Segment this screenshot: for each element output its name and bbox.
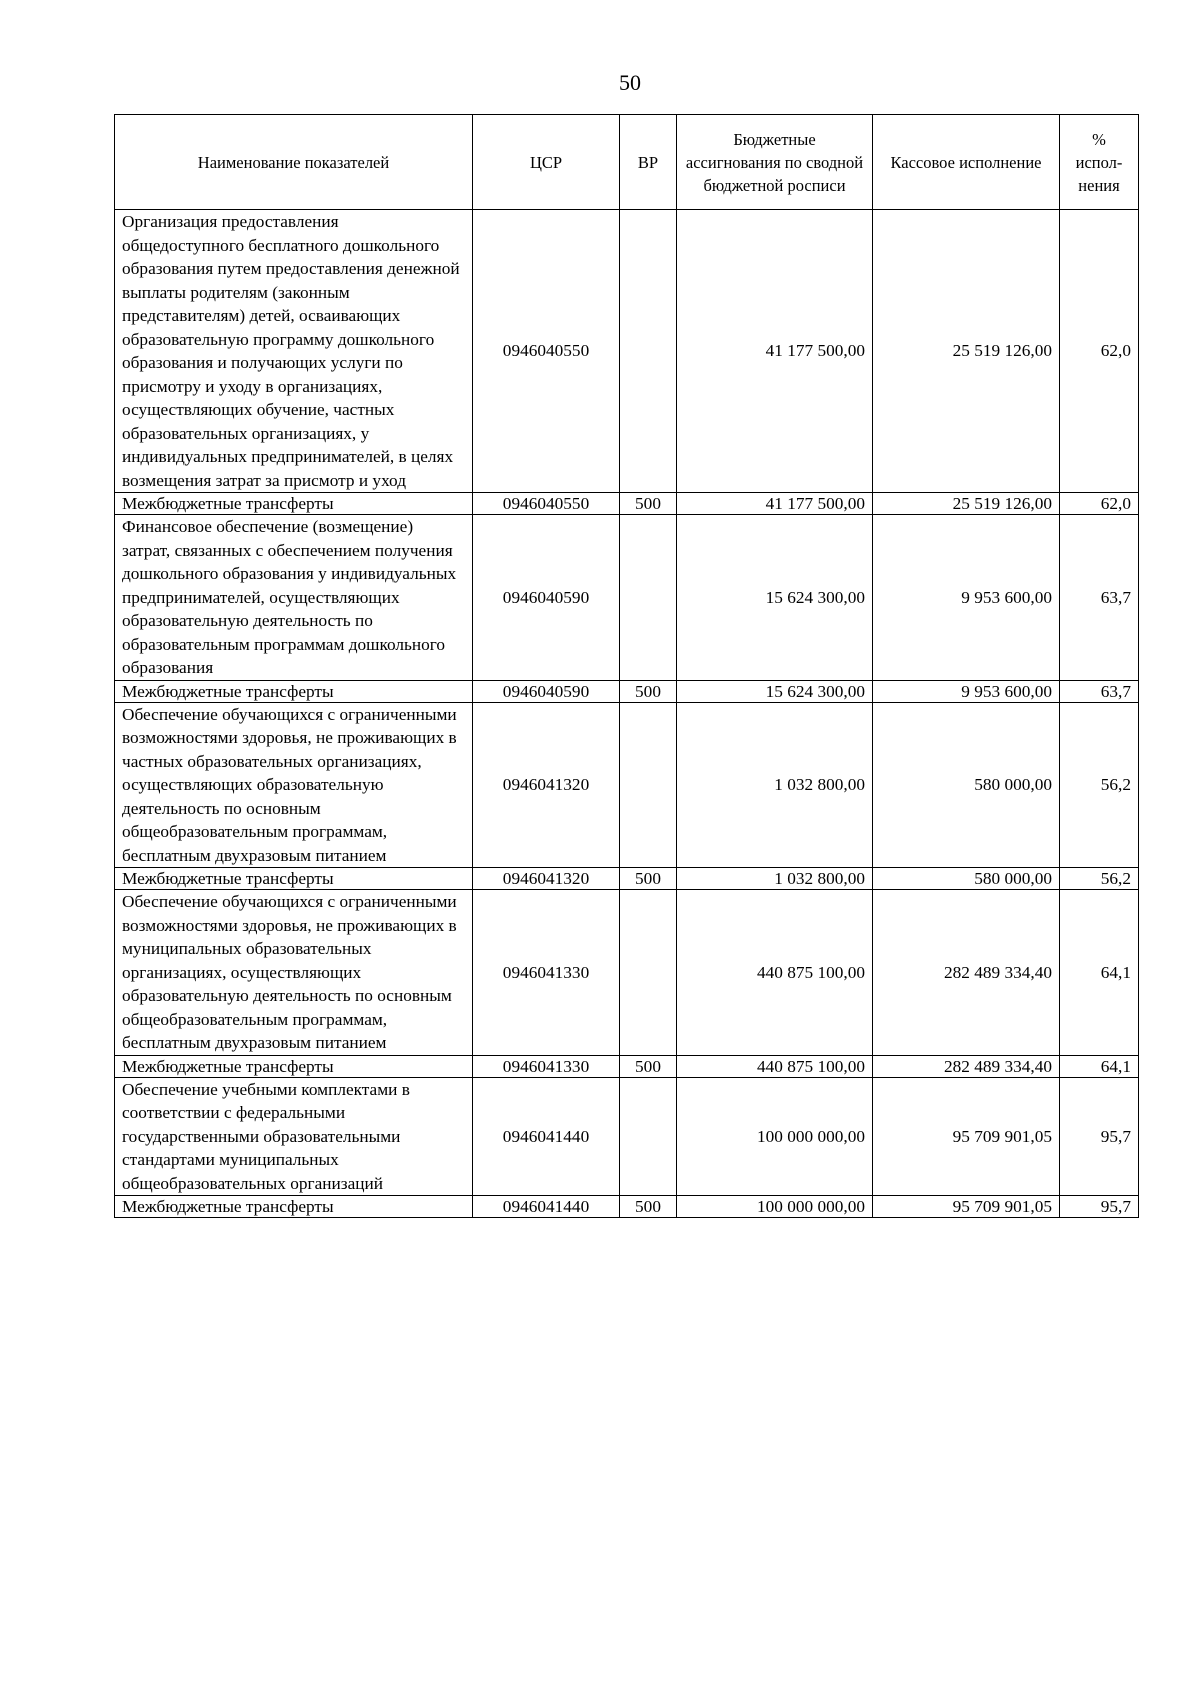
row-cash: 25 519 126,00 (873, 210, 1060, 493)
table-row (115, 493, 1139, 515)
row-cash: 580 000,00 (873, 702, 1060, 868)
table-row (115, 868, 1139, 890)
row-cash: 95 709 901,05 (873, 1077, 1060, 1196)
row-name: Межбюджетные трансферты (115, 680, 473, 702)
row-vr: 500 (620, 1055, 677, 1077)
header-budget: Бюджетные ассигнования по сводной бюджетной росписи (677, 115, 873, 210)
row-pct: 62,0 (1060, 210, 1139, 493)
row-budget: 15 624 300,00 (677, 680, 873, 702)
row-budget: 440 875 100,00 (677, 1055, 873, 1077)
row-budget: 100 000 000,00 (677, 1196, 873, 1218)
row-name: Обеспечение учебными комплектами в соответствии с федеральными государственными образовательными стандартами муниципальных общеобразовательных организаций (115, 1077, 473, 1196)
row-csr: 0946040550 (473, 210, 620, 493)
row-budget: 1 032 800,00 (677, 868, 873, 890)
row-name: Межбюджетные трансферты (115, 493, 473, 515)
row-pct: 64,1 (1060, 890, 1139, 1056)
row-csr: 0946041330 (473, 890, 620, 1056)
row-vr (620, 1077, 677, 1196)
header-csr: ЦСР (473, 115, 620, 210)
row-cash: 282 489 334,40 (873, 890, 1060, 1056)
header-cash: Кассовое исполнение (873, 115, 1060, 210)
row-vr: 500 (620, 1196, 677, 1218)
row-budget: 15 624 300,00 (677, 515, 873, 681)
row-csr: 0946040590 (473, 515, 620, 681)
row-csr: 0946041320 (473, 702, 620, 868)
page-number: 50 (619, 70, 641, 95)
row-name: Организация предоставления общедоступного бесплатного дошкольного образования путем предоставления денежной выплаты родителям (законным представителям) детей, осваивающих образовательную программу дошкольного образования и получающих услуги по присмотру и уходу в организациях, осуществляющих обучение, частных образовательных организациях, у индивидуальных предпринимателей, в целях возмещения затрат за присмотр и уход (115, 210, 473, 493)
row-cash: 9 953 600,00 (873, 515, 1060, 681)
row-vr (620, 515, 677, 681)
row-name: Обеспечение обучающихся с ограниченными возможностями здоровья, не проживающих в частных образовательных организациях, осуществляющих образовательную деятельность по основным общеобразовательным программам, бесплатным двухразовым питанием (115, 702, 473, 868)
header-pct: % испол-нения (1060, 115, 1139, 210)
row-pct: 95,7 (1060, 1077, 1139, 1196)
table-row (115, 515, 1139, 681)
row-vr (620, 702, 677, 868)
row-pct: 63,7 (1060, 515, 1139, 681)
row-cash: 9 953 600,00 (873, 680, 1060, 702)
row-cash: 282 489 334,40 (873, 1055, 1060, 1077)
row-budget: 440 875 100,00 (677, 890, 873, 1056)
row-name: Финансовое обеспечение (возмещение) затрат, связанных с обеспечением получения дошкольного образования у индивидуальных предпринимателей, осуществляющих образовательную деятельность по образовательным программам дошкольного образования (115, 515, 473, 681)
row-cash: 580 000,00 (873, 868, 1060, 890)
table-row (115, 210, 1139, 493)
row-cash: 25 519 126,00 (873, 493, 1060, 515)
row-budget: 1 032 800,00 (677, 702, 873, 868)
header-vr: ВР (620, 115, 677, 210)
row-pct: 95,7 (1060, 1196, 1139, 1218)
row-vr: 500 (620, 868, 677, 890)
row-vr (620, 890, 677, 1056)
row-csr: 0946041440 (473, 1196, 620, 1218)
row-budget: 41 177 500,00 (677, 210, 873, 493)
row-csr: 0946041330 (473, 1055, 620, 1077)
row-pct: 62,0 (1060, 493, 1139, 515)
row-cash: 95 709 901,05 (873, 1196, 1060, 1218)
row-vr: 500 (620, 680, 677, 702)
header-name: Наименование показателей (115, 115, 473, 210)
table-row (115, 1077, 1139, 1196)
row-csr: 0946040550 (473, 493, 620, 515)
row-name: Обеспечение обучающихся с ограниченными возможностями здоровья, не проживающих в муниципальных образовательных организациях, осуществляющих образовательную деятельность по основным общеобразовательным программам, бесплатным двухразовым питанием (115, 890, 473, 1056)
row-budget: 100 000 000,00 (677, 1077, 873, 1196)
row-name: Межбюджетные трансферты (115, 868, 473, 890)
row-csr: 0946040590 (473, 680, 620, 702)
row-budget: 41 177 500,00 (677, 493, 873, 515)
table-row (115, 702, 1139, 868)
budget-table (114, 114, 1139, 1218)
table-row (115, 680, 1139, 702)
table-header-row (115, 115, 1139, 210)
row-vr (620, 210, 677, 493)
row-csr: 0946041440 (473, 1077, 620, 1196)
row-pct: 56,2 (1060, 702, 1139, 868)
row-vr: 500 (620, 493, 677, 515)
table-row (115, 1196, 1139, 1218)
row-pct: 56,2 (1060, 868, 1139, 890)
table-row (115, 890, 1139, 1056)
row-name: Межбюджетные трансферты (115, 1196, 473, 1218)
row-pct: 64,1 (1060, 1055, 1139, 1077)
row-csr: 0946041320 (473, 868, 620, 890)
row-pct: 63,7 (1060, 680, 1139, 702)
row-name: Межбюджетные трансферты (115, 1055, 473, 1077)
table-row (115, 1055, 1139, 1077)
